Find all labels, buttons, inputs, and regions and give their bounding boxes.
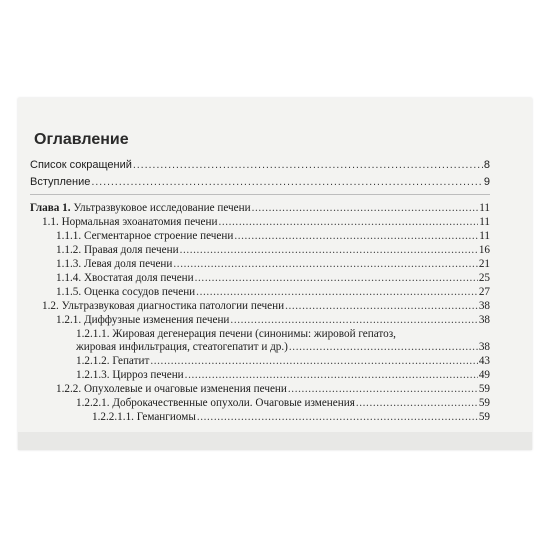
toc-leader — [150, 355, 477, 368]
toc-entry[interactable] — [76, 369, 490, 382]
toc-entry-label: Вступление — [30, 176, 91, 188]
toc-entry-label: 1.1.1. Сегментарное строение печени — [56, 230, 234, 242]
toc-leader — [218, 216, 478, 229]
toc-entry-label: 1.2.1. Диффузные изменения печени — [56, 314, 230, 326]
toc-leader — [289, 341, 478, 354]
page-footer-strip — [18, 432, 532, 450]
toc-title: Оглавление — [34, 131, 129, 148]
toc-entry[interactable] — [42, 300, 490, 313]
toc-page-number: 11 — [479, 216, 490, 228]
toc-leader — [288, 383, 478, 396]
toc-entry-label: 1.1.5. Оценка сосудов печени — [56, 286, 196, 298]
toc-entry[interactable] — [76, 397, 490, 410]
toc-entry[interactable] — [30, 159, 490, 172]
toc-entry[interactable] — [42, 216, 490, 229]
toc-entry[interactable] — [56, 230, 490, 243]
toc-leader — [356, 397, 478, 410]
toc-leader — [185, 369, 478, 382]
toc-leader — [180, 244, 478, 257]
toc-entry[interactable] — [56, 383, 490, 396]
toc-page-number: 11 — [479, 202, 490, 214]
toc-entry-label: 1.2.2.1.1. Гемангиомы — [92, 411, 196, 423]
toc-entry-label: 1.1.3. Левая доля печени — [56, 258, 173, 270]
toc-entry-label: Список сокращений — [30, 159, 132, 171]
toc-entry-label: 1.2.1.2. Гепатит — [76, 355, 150, 367]
toc-entry-label: 1.2. Ультразвуковая диагностика патологии печени — [42, 300, 285, 312]
toc-leader — [252, 202, 479, 215]
toc-chapter-label — [30, 202, 251, 215]
toc-page-number: 59 — [478, 411, 490, 423]
toc-entry[interactable] — [56, 286, 490, 299]
toc-page-number: 9 — [483, 176, 490, 188]
toc-leader — [234, 230, 478, 243]
toc-page-number: 21 — [478, 258, 490, 270]
toc-entry-label: жировая инфильтрация, стеатогепатит и др.) — [76, 341, 288, 353]
toc-entry-label: 1.1.2. Правая доля печени — [56, 244, 179, 256]
toc-leader — [230, 314, 477, 327]
toc-entry-label: 1.2.1.3. Цирроз печени — [76, 369, 184, 381]
toc-page-number: 8 — [483, 159, 490, 171]
toc-entry[interactable] — [76, 355, 490, 368]
toc-page-number: 38 — [478, 300, 490, 312]
toc-entry[interactable] — [56, 272, 490, 285]
toc-page-number: 11 — [479, 230, 490, 242]
toc-entry[interactable] — [30, 176, 490, 189]
toc-leader — [133, 159, 483, 172]
toc-leader — [285, 300, 478, 313]
toc-entry[interactable] — [76, 341, 490, 354]
toc-leader — [197, 411, 478, 424]
toc-entry-first-line[interactable]: 1.2.1.1. Жировая дегенерация печени (синонимы: жировой гепатоз, — [76, 328, 396, 340]
toc-entry-label: 1.1.4. Хвостатая доля печени — [56, 272, 194, 284]
toc-page-number: 16 — [478, 244, 490, 256]
toc-leader — [173, 258, 477, 271]
toc-page-number: 49 — [478, 369, 490, 381]
toc-page-number: 25 — [478, 272, 490, 284]
toc-entry-label: 1.2.2.1. Доброкачественные опухоли. Очаговые изменения — [76, 397, 355, 409]
toc-page-number: 38 — [478, 341, 490, 353]
toc-page-number: 27 — [478, 286, 490, 298]
chapter-title: Ультразвуковое исследование печени — [70, 202, 251, 214]
toc-page-number: 43 — [478, 355, 490, 367]
section-divider — [30, 194, 490, 195]
toc-leader — [196, 286, 478, 299]
toc-chapter-entry[interactable] — [30, 202, 490, 215]
toc-page-number: 59 — [478, 397, 490, 409]
toc-entry-label: 1.2.2. Опухолевые и очаговые изменения печени — [56, 383, 287, 395]
toc-entry[interactable] — [92, 411, 490, 424]
toc-page-number: 38 — [478, 314, 490, 326]
toc-entry[interactable] — [56, 244, 490, 257]
toc-entry[interactable] — [56, 258, 490, 271]
toc-leader — [91, 176, 483, 189]
chapter-prefix: Глава 1. — [30, 202, 71, 214]
toc-page-number: 59 — [478, 383, 490, 395]
toc-entry[interactable] — [56, 314, 490, 327]
toc-entry-label: 1.1. Нормальная эхоанатомия печени — [42, 216, 218, 228]
toc-leader — [195, 272, 478, 285]
